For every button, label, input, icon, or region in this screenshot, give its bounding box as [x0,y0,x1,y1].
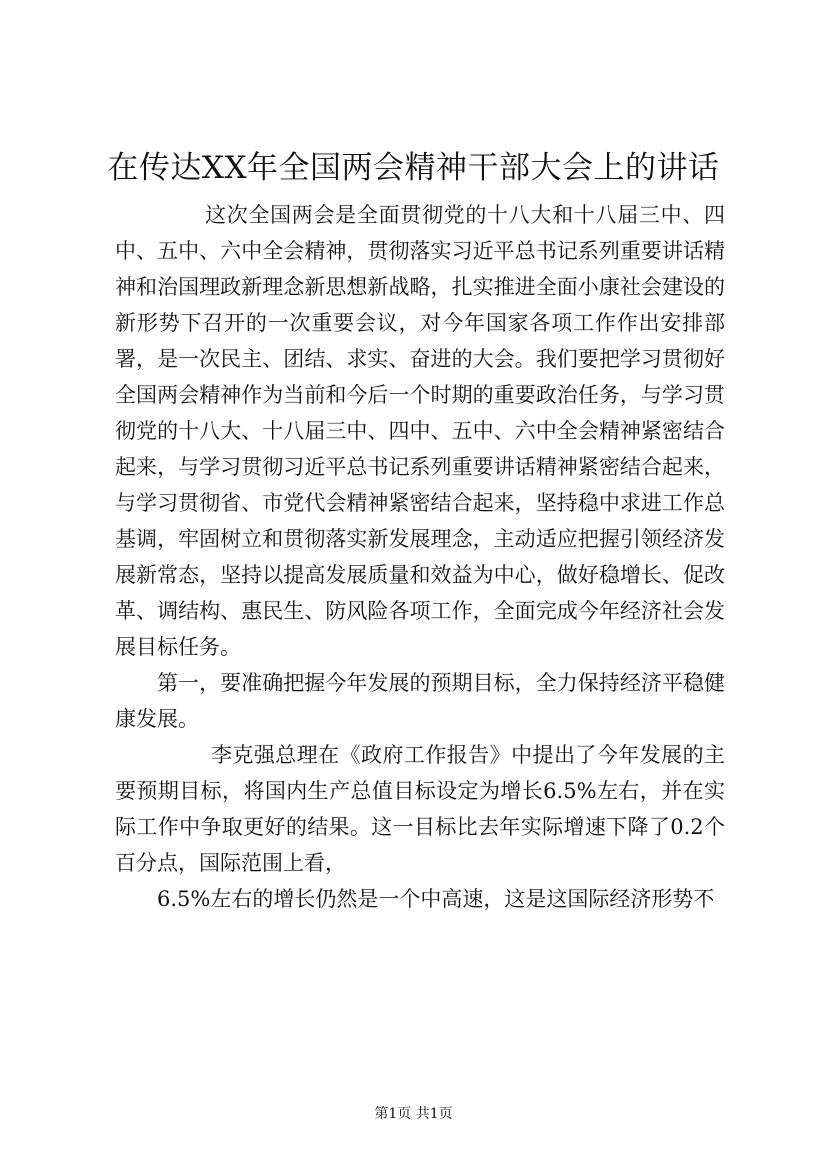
paragraph-3: 李克强总理在《政府工作报告》中提出了今年发展的主要预期目标，将国内生产总值目标设定为增长6.5%左右，并在实际工作中争取更好的结果。这一目标比去年实际增速下降了0.2个百分点，国际范围上看， [115,743,725,875]
paragraph-1: 这次全国两会是全面贯彻党的十八大和十八届三中、四中、五中、六中全会精神，贯彻落实习近平总书记系列重要讲话精神和治国理政新理念新思想新战略，扎实推进全面小康社会建设的新形势下召开的一次重要会议，对今年国家各项工作作出安排部署，是一次民主、团结、求实、奋进的大会。我们要把学习贯彻好全国两会精神作为当前和今后一个时期的重要政治任务，与学习贯彻党的十八大、十八届三中、四中、五中、六中全会精神紧密结合起来，与学习贯彻习近平总书记系列重要讲话精神紧密结合起来，与学习贯彻省、市党代会精神紧密结合起来，坚持稳中求进工作总基调，牢固树立和贯彻落实新发展理念，主动适应把握引领经济发展新常态，坚持以提高发展质量和效益为中心，做好稳增长、促改革、调结构、惠民生、防风险各项工作，全面完成今年经济社会发展目标任务。 [115,203,725,659]
paragraph-2: 第一，要准确把握今年发展的预期目标，全力保持经济平稳健康发展。 [115,671,725,731]
page-footer: 第1页 共1页 [374,1106,453,1122]
paragraph-4: 6.5%左右的增长仍然是一个中高速，这是这国际经济形势不 [157,887,715,911]
document-body [115,197,725,917]
document-title: 在传达XX年全国两会精神干部大会上的讲话 [107,150,720,186]
